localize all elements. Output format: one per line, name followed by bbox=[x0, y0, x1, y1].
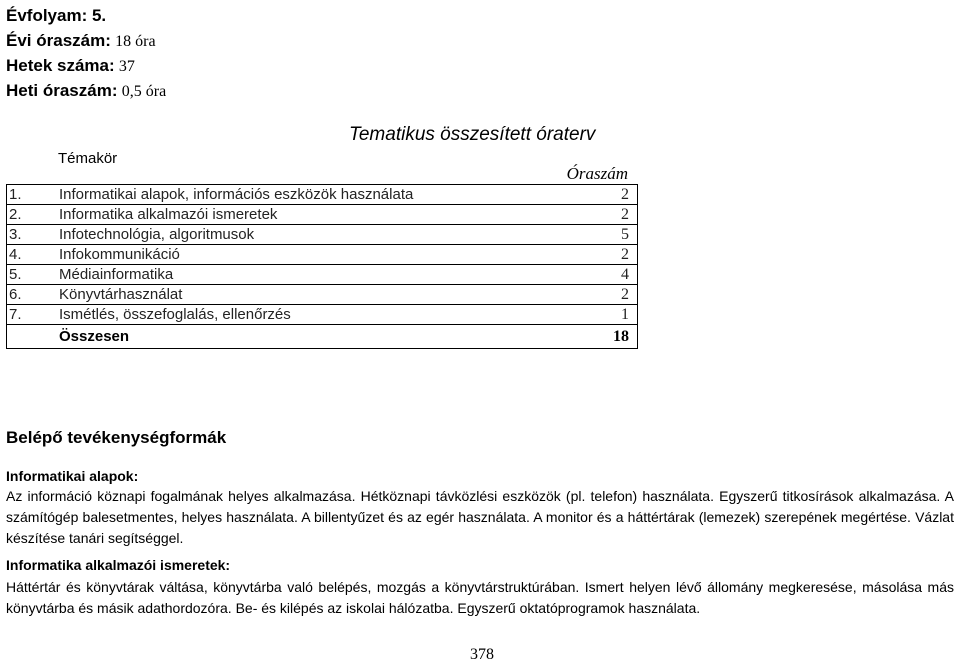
weeks-value: 37 bbox=[118, 58, 135, 75]
table-row bbox=[6, 224, 638, 244]
topic-hours-table bbox=[6, 148, 638, 349]
row-number: 7. bbox=[9, 306, 22, 323]
subsection-title-1: Informatikai alapok: bbox=[6, 468, 139, 484]
yearly-hours-value: 18 óra bbox=[115, 33, 156, 50]
row-topic: Informatika alkalmazói ismeretek bbox=[59, 206, 278, 223]
total-value: 18 bbox=[613, 328, 629, 345]
weeks-line bbox=[6, 56, 135, 77]
table-header bbox=[6, 148, 638, 184]
page-number: 378 bbox=[470, 646, 494, 663]
row-topic: Infokommunikáció bbox=[59, 246, 180, 263]
row-number: 6. bbox=[9, 286, 22, 303]
yearly-hours-label: Évi óraszám: bbox=[6, 31, 111, 50]
row-hours: 2 bbox=[621, 286, 629, 303]
weekly-hours-line bbox=[6, 81, 166, 102]
row-number: 1. bbox=[9, 186, 22, 203]
row-hours: 2 bbox=[621, 206, 629, 223]
row-topic: Informatikai alapok, információs eszközök használata bbox=[59, 186, 414, 203]
weekly-hours-label: Heti óraszám: bbox=[6, 81, 118, 100]
table-row bbox=[6, 284, 638, 304]
table-row bbox=[6, 264, 638, 284]
column-header-topic: Témakör bbox=[58, 150, 118, 167]
weeks-label: Hetek száma: bbox=[6, 56, 115, 75]
row-hours: 4 bbox=[621, 266, 629, 283]
row-number: 4. bbox=[9, 246, 22, 263]
row-topic: Infotechnológia, algoritmusok bbox=[59, 226, 255, 243]
row-number: 3. bbox=[9, 226, 22, 243]
grade-label: Évfolyam: 5. bbox=[6, 6, 107, 25]
row-topic: Ismétlés, összefoglalás, ellenőrzés bbox=[59, 306, 291, 323]
subsection-title-2: Informatika alkalmazói ismeretek: bbox=[6, 557, 231, 573]
table-row bbox=[6, 244, 638, 264]
table-title: Tematikus összesített óraterv bbox=[349, 124, 596, 145]
subsection-text-1: Az információ köznapi fogalmának helyes alkalmazása. Hétköznapi távközlési eszközök (pl. telefon) használata. Egyszerű titkosírások alkalmazása. A számítógép balesetmentes, helyes használata. A billentyűzet és az egér használata. A monitor és a háttértárak (lemezek) szerepének megértése. Vázlat készítése tanári segítséggel. bbox=[6, 488, 954, 546]
grade-line bbox=[6, 6, 106, 26]
table-row bbox=[6, 304, 638, 324]
row-topic: Könyvtárhasználat bbox=[59, 286, 183, 303]
column-header-hours: Óraszám bbox=[566, 164, 628, 183]
row-hours: 2 bbox=[621, 186, 629, 203]
table-total-row bbox=[6, 324, 638, 348]
row-hours: 5 bbox=[621, 226, 629, 243]
yearly-hours-line bbox=[6, 31, 156, 52]
table-row bbox=[6, 204, 638, 224]
subsection-text-2: Háttértár és könyvtárak váltása, könyvtárba való belépés, mozgás a könyvtárstruktúrában. Ismert helyen lévő állomány megkeresése, másolása más könyvtárba és másik adathordozóra. Be- és kilépés az iskolai hálózatba. Egyszerű oktatóprogramok használata. bbox=[6, 579, 954, 616]
row-hours: 1 bbox=[621, 306, 629, 323]
table-row bbox=[6, 184, 638, 204]
row-number: 2. bbox=[9, 206, 22, 223]
section-title: Belépő tevékenységformák bbox=[6, 428, 227, 447]
table-body bbox=[6, 184, 638, 324]
row-hours: 2 bbox=[621, 246, 629, 263]
row-number: 5. bbox=[9, 266, 22, 283]
total-label: Összesen bbox=[59, 328, 130, 345]
weekly-hours-value: 0,5 óra bbox=[121, 83, 167, 100]
row-topic: Médiainformatika bbox=[59, 266, 174, 283]
